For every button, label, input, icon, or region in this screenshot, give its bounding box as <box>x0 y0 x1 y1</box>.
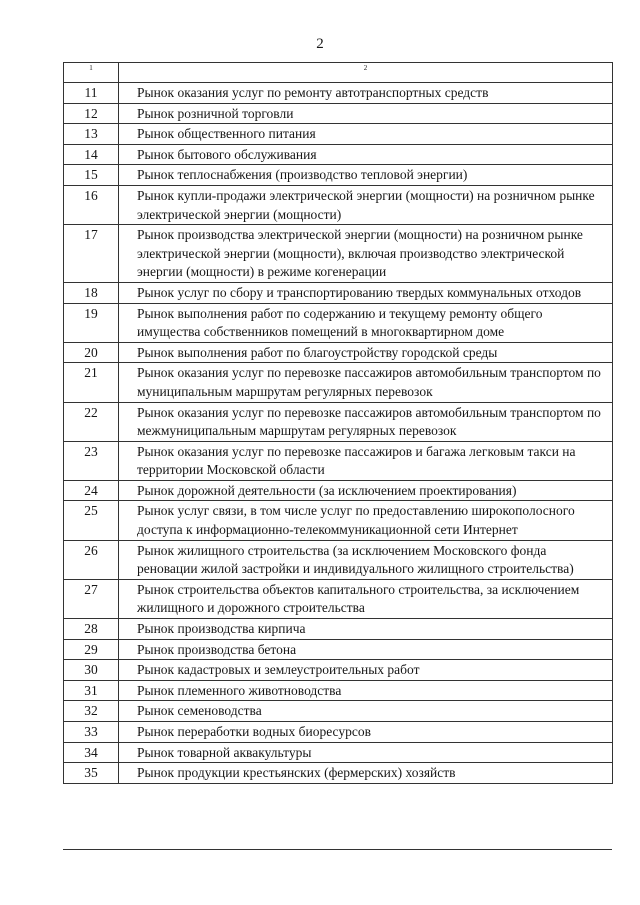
table-row <box>64 742 613 763</box>
row-number: 34 <box>64 742 119 763</box>
header-col-1: 1 <box>64 63 119 83</box>
table-row <box>64 402 613 441</box>
market-name: Рынок дорожной деятельности (за исключением проектирования) <box>119 480 613 501</box>
row-number: 23 <box>64 441 119 480</box>
table-row <box>64 165 613 186</box>
row-number: 12 <box>64 103 119 124</box>
market-name: Рынок производства электрической энергии (мощности) на розничном рынке электрической энергии (мощности), включая производство электрической энергии (мощности) в режиме когенерации <box>119 225 613 283</box>
table-row <box>64 441 613 480</box>
market-name: Рынок оказания услуг по ремонту автотранспортных средств <box>119 83 613 104</box>
market-name: Рынок производства кирпича <box>119 619 613 640</box>
table-row <box>64 480 613 501</box>
row-number: 24 <box>64 480 119 501</box>
row-number: 29 <box>64 639 119 660</box>
market-name: Рынок кадастровых и землеустроительных работ <box>119 660 613 681</box>
markets-table <box>63 62 613 784</box>
row-number: 13 <box>64 124 119 145</box>
market-name: Рынок розничной торговли <box>119 103 613 124</box>
table-row <box>64 83 613 104</box>
row-number: 19 <box>64 303 119 342</box>
row-number: 33 <box>64 722 119 743</box>
row-number: 31 <box>64 680 119 701</box>
row-number: 17 <box>64 225 119 283</box>
header-col-2: 2 <box>119 63 613 83</box>
row-number: 25 <box>64 501 119 540</box>
row-number: 27 <box>64 579 119 618</box>
row-number: 26 <box>64 540 119 579</box>
table-row <box>64 363 613 402</box>
market-name: Рынок услуг по сбору и транспортированию твердых коммунальных отходов <box>119 282 613 303</box>
market-name: Рынок купли-продажи электрической энергии (мощности) на розничном рынке электрической энергии (мощности) <box>119 185 613 224</box>
table-body <box>64 83 613 784</box>
market-name: Рынок переработки водных биоресурсов <box>119 722 613 743</box>
table-row <box>64 540 613 579</box>
table-header-row <box>64 63 613 83</box>
table-row <box>64 579 613 618</box>
table-row <box>64 501 613 540</box>
market-name: Рынок бытового обслуживания <box>119 144 613 165</box>
row-number: 20 <box>64 342 119 363</box>
table-row <box>64 660 613 681</box>
table-row <box>64 282 613 303</box>
row-number: 14 <box>64 144 119 165</box>
market-name: Рынок строительства объектов капитального строительства, за исключением жилищного и дорожного строительства <box>119 579 613 618</box>
row-number: 30 <box>64 660 119 681</box>
row-number: 18 <box>64 282 119 303</box>
table-row <box>64 763 613 784</box>
table-bottom-border <box>63 849 612 850</box>
row-number: 11 <box>64 83 119 104</box>
table-row <box>64 639 613 660</box>
market-name: Рынок жилищного строительства (за исключением Московского фонда реновации жилой застройки и индивидуального жилищного строительства) <box>119 540 613 579</box>
table-row <box>64 185 613 224</box>
row-number: 22 <box>64 402 119 441</box>
row-number: 32 <box>64 701 119 722</box>
row-number: 15 <box>64 165 119 186</box>
market-name: Рынок племенного животноводства <box>119 680 613 701</box>
market-name: Рынок теплоснабжения (производство тепловой энергии) <box>119 165 613 186</box>
row-number: 28 <box>64 619 119 640</box>
table-row <box>64 103 613 124</box>
market-name: Рынок услуг связи, в том числе услуг по предоставлению широкополосного доступа к информационно-телекоммуникационной сети Интернет <box>119 501 613 540</box>
row-number: 16 <box>64 185 119 224</box>
table-row <box>64 619 613 640</box>
market-name: Рынок выполнения работ по содержанию и текущему ремонту общего имущества собственников помещений в многоквартирном доме <box>119 303 613 342</box>
table-header <box>64 63 613 83</box>
table-row <box>64 342 613 363</box>
market-name: Рынок общественного питания <box>119 124 613 145</box>
market-name: Рынок оказания услуг по перевозке пассажиров автомобильным транспортом по муниципальным маршрутам регулярных перевозок <box>119 363 613 402</box>
market-name: Рынок производства бетона <box>119 639 613 660</box>
market-name: Рынок семеноводства <box>119 701 613 722</box>
market-name: Рынок товарной аквакультуры <box>119 742 613 763</box>
table-row <box>64 680 613 701</box>
market-name: Рынок выполнения работ по благоустройству городской среды <box>119 342 613 363</box>
table-row <box>64 722 613 743</box>
market-name: Рынок оказания услуг по перевозке пассажиров автомобильным транспортом по межмуниципальным маршрутам регулярных перевозок <box>119 402 613 441</box>
page-number: 2 <box>316 36 324 52</box>
table-row <box>64 225 613 283</box>
table-row <box>64 701 613 722</box>
market-name: Рынок оказания услуг по перевозке пассажиров и багажа легковым такси на территории Московской области <box>119 441 613 480</box>
row-number: 35 <box>64 763 119 784</box>
table-row <box>64 144 613 165</box>
table-row <box>64 303 613 342</box>
market-name: Рынок продукции крестьянских (фермерских) хозяйств <box>119 763 613 784</box>
table-row <box>64 124 613 145</box>
row-number: 21 <box>64 363 119 402</box>
